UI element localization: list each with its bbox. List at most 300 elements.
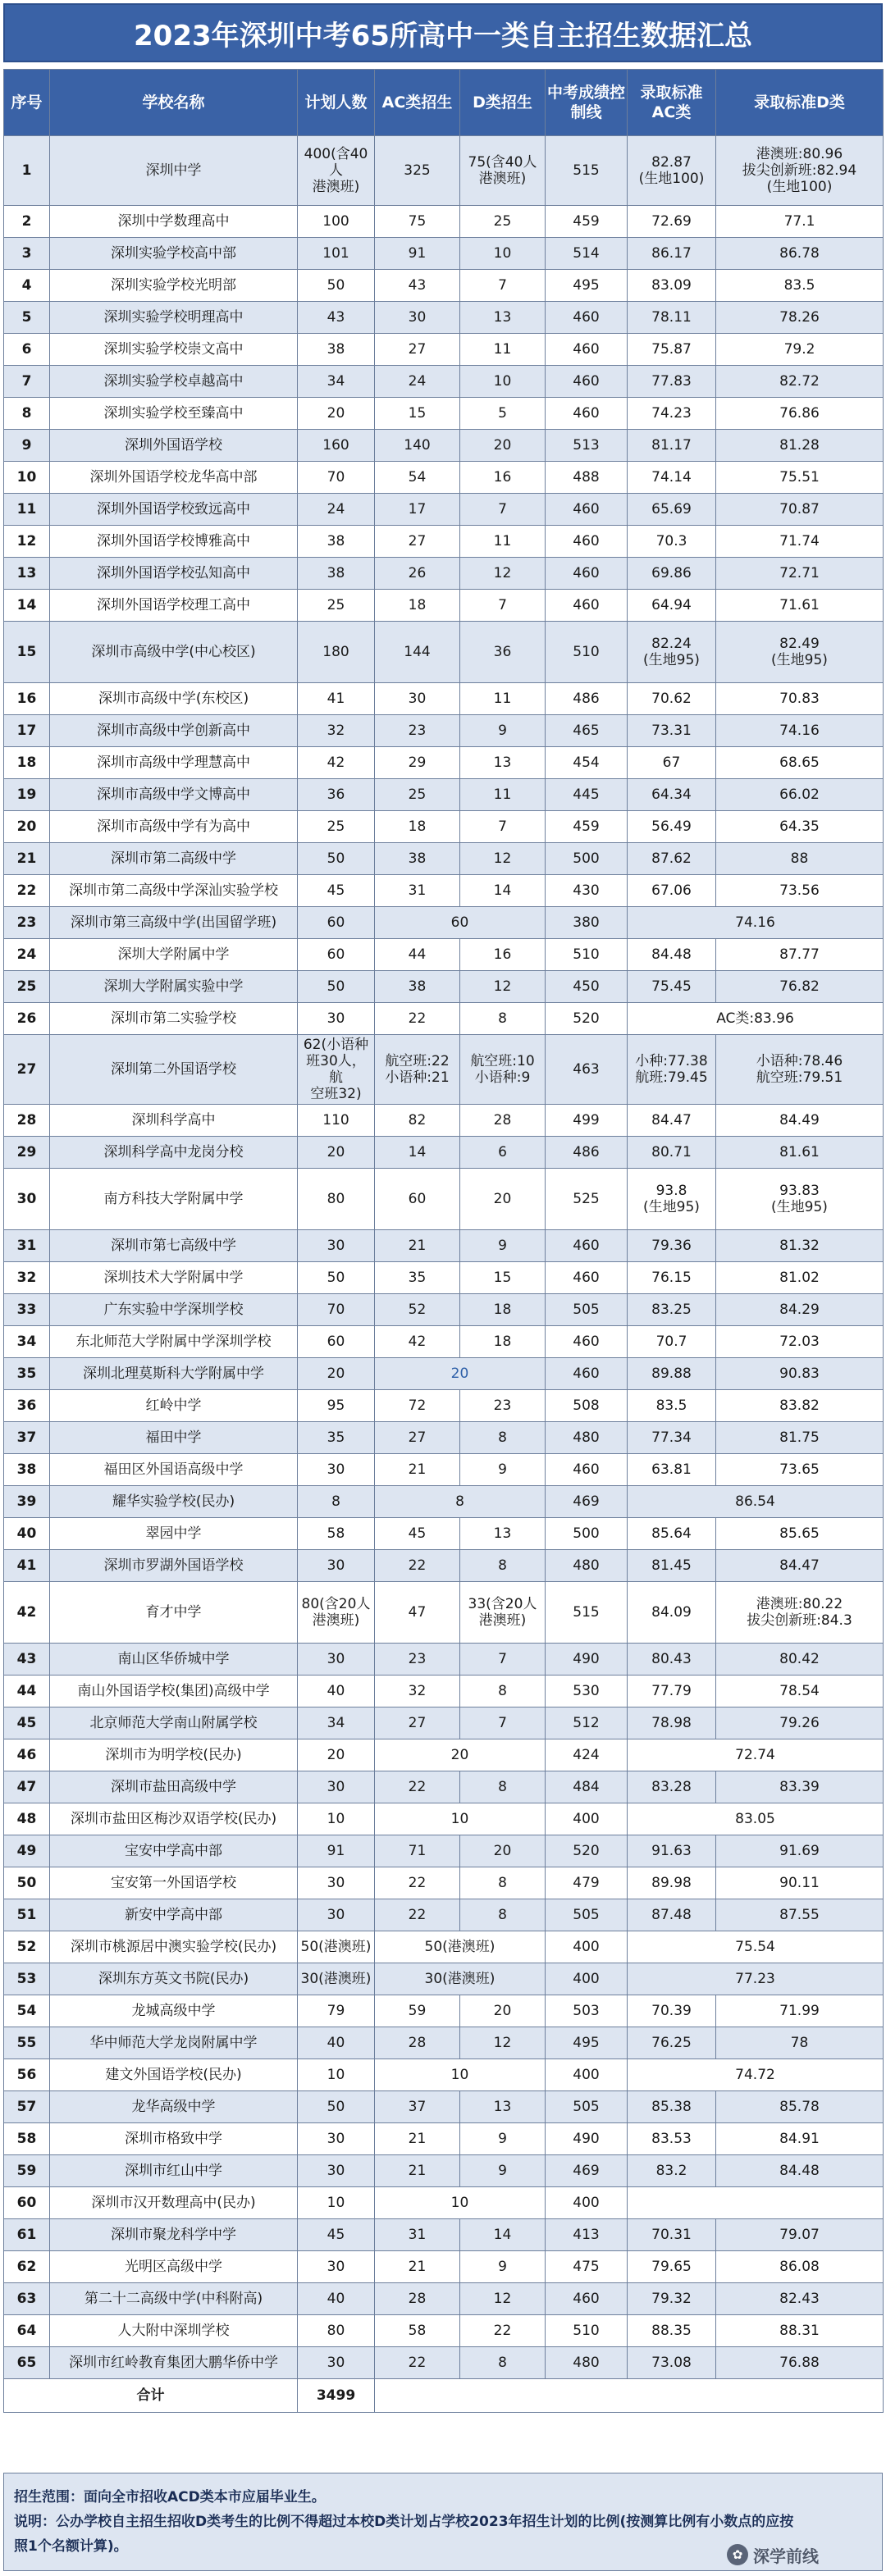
cell-plan-line: 80(含20人: [301, 1596, 371, 1612]
cell-d-quota: 9: [460, 715, 546, 747]
cell-plan: 60: [298, 939, 375, 971]
cell-ac-quota: 22: [375, 1771, 460, 1803]
cell-d-quota: 7: [460, 270, 546, 302]
cell-standard-d: 82.72: [716, 366, 884, 398]
cell-plan: 34: [298, 1707, 375, 1739]
cell-seq: 13: [4, 558, 50, 590]
cell-ac-quota: 23: [375, 715, 460, 747]
table-row: [4, 494, 884, 526]
cell-standard-d: 81.61: [716, 1137, 884, 1169]
cell-school-name: 华中师范大学龙岗附属中学: [50, 2027, 298, 2059]
cell-ac-quota: 31: [375, 875, 460, 907]
cell-plan: 60: [298, 907, 375, 939]
cell-standard-ac-line: 航班:79.45: [635, 1069, 708, 1086]
cell-school-name: 第二十二高级中学(中科附高): [50, 2283, 298, 2315]
cell-school-name: 深圳市高级中学(中心校区): [50, 622, 298, 683]
cell-control-line: 503: [546, 1995, 628, 2027]
cell-standard-d: 71.61: [716, 590, 884, 622]
cell-ac-quota: 38: [375, 843, 460, 875]
cell-d-quota: 10: [460, 366, 546, 398]
cell-school-name: 深圳外国语学校弘知高中: [50, 558, 298, 590]
cell-standard-ac: 83.28: [628, 1771, 716, 1803]
cell-plan: 30: [298, 1550, 375, 1582]
cell-d-quota: 20: [460, 1835, 546, 1867]
cell-ac-d-merged: 10: [375, 1803, 546, 1835]
table-row: [4, 1963, 884, 1995]
cell-standard-ac: 74.14: [628, 462, 716, 494]
cell-seq: 38: [4, 1454, 50, 1486]
note-explanation-cont: 照1个名额计算)。: [14, 2538, 128, 2555]
cell-standard-ac: 67.06: [628, 875, 716, 907]
cell-standard-ac: 83.5: [628, 1390, 716, 1422]
cell-seq: 5: [4, 302, 50, 334]
cell-ac-quota: [375, 1035, 460, 1105]
cell-seq: 23: [4, 907, 50, 939]
cell-seq: 32: [4, 1262, 50, 1294]
header-plan: 计划人数: [298, 70, 375, 136]
cell-seq: 18: [4, 747, 50, 779]
cell-plan: 40: [298, 2283, 375, 2315]
cell-d-quota: [460, 1582, 546, 1644]
cell-control-line: 400: [546, 2187, 628, 2219]
cell-control-line: 508: [546, 1390, 628, 1422]
cell-school-name: 深圳外国语学校博雅高中: [50, 526, 298, 558]
cell-d-quota: 7: [460, 1644, 546, 1676]
cell-school-name: 深圳科学高中龙岗分校: [50, 1137, 298, 1169]
cell-d-quota: 12: [460, 2027, 546, 2059]
table-row: [4, 811, 884, 843]
cell-plan: 50(港澳班): [298, 1931, 375, 1963]
cell-school-name: 深圳中学: [50, 136, 298, 206]
cell-control-line: 400: [546, 1963, 628, 1995]
cell-d-quota: 5: [460, 398, 546, 430]
cell-seq: 40: [4, 1518, 50, 1550]
cell-school-name: 深圳市桃源居中澳实验学校(民办): [50, 1931, 298, 1963]
cell-ac-d-merged: 60: [375, 907, 546, 939]
cell-standard-ac: 83.2: [628, 2155, 716, 2187]
cell-standard-d: 78.26: [716, 302, 884, 334]
cell-d-quota: 8: [460, 1867, 546, 1899]
cell-plan: 30: [298, 1867, 375, 1899]
cell-plan: 101: [298, 238, 375, 270]
cell-plan: 70: [298, 462, 375, 494]
cell-plan: 30: [298, 2155, 375, 2187]
cell-d-quota: 12: [460, 843, 546, 875]
cell-school-name: 深圳实验学校高中部: [50, 238, 298, 270]
cell-control-line: 510: [546, 939, 628, 971]
cell-control-line: 515: [546, 1582, 628, 1644]
cell-d-quota: 20: [460, 1169, 546, 1230]
cell-seq: 15: [4, 622, 50, 683]
cell-plan: 91: [298, 1835, 375, 1867]
cell-standard-ac: 69.86: [628, 558, 716, 590]
cell-ac-quota: 72: [375, 1390, 460, 1422]
cell-ac-quota: 22: [375, 2347, 460, 2379]
cell-control-line: 460: [546, 494, 628, 526]
cell-plan-line: 港澳班): [312, 179, 360, 195]
cell-standard-d-line: 港澳班:80.22: [756, 1596, 843, 1612]
cell-standard-d: 80.42: [716, 1644, 884, 1676]
cell-standard-d: 71.74: [716, 526, 884, 558]
cell-seq: 20: [4, 811, 50, 843]
cell-plan: 25: [298, 811, 375, 843]
cell-school-name: 深圳实验学校卓越高中: [50, 366, 298, 398]
cell-d-quota: 10: [460, 238, 546, 270]
cell-seq: 54: [4, 1995, 50, 2027]
cell-standard-ac: 67: [628, 747, 716, 779]
cell-d-quota: 15: [460, 1262, 546, 1294]
cell-ac-quota: 75: [375, 206, 460, 238]
table-row: [4, 907, 884, 939]
cell-seq: 12: [4, 526, 50, 558]
table-row: [4, 1803, 884, 1835]
table-row: [4, 590, 884, 622]
cell-ac-quota: 42: [375, 1326, 460, 1358]
cell-seq: 3: [4, 238, 50, 270]
cell-control-line: 459: [546, 811, 628, 843]
table-row: [4, 270, 884, 302]
cell-plan: 34: [298, 366, 375, 398]
table-row: [4, 2219, 884, 2251]
cell-seq: 44: [4, 1676, 50, 1707]
cell-d-quota: 11: [460, 779, 546, 811]
cell-standard-ac: 72.69: [628, 206, 716, 238]
cell-school-name: 龙城高级中学: [50, 1995, 298, 2027]
cell-ac-quota: 24: [375, 366, 460, 398]
cell-d-quota: 25: [460, 206, 546, 238]
cell-ac-quota: 38: [375, 971, 460, 1003]
cell-control-line: 505: [546, 1899, 628, 1931]
table-row: [4, 558, 884, 590]
cell-d-quota: 13: [460, 302, 546, 334]
cell-standard-ac: [628, 136, 716, 206]
table-row: [4, 747, 884, 779]
table-row: [4, 334, 884, 366]
cell-d-quota: 14: [460, 875, 546, 907]
cell-ac-quota: 60: [375, 1169, 460, 1230]
cell-standard-d-line: 港澳班:80.96: [756, 146, 843, 162]
cell-d-quota: 8: [460, 1003, 546, 1035]
cell-d-quota: [460, 1035, 546, 1105]
cell-standard-d: 70.83: [716, 683, 884, 715]
cell-school-name: 深圳大学附属中学: [50, 939, 298, 971]
cell-school-name: 深圳市第七高级中学: [50, 1230, 298, 1262]
header-school-name: 学校名称: [50, 70, 298, 136]
cell-ac-quota: 22: [375, 1550, 460, 1582]
table-row: [4, 971, 884, 1003]
cell-plan: 50: [298, 2091, 375, 2123]
cell-seq: 25: [4, 971, 50, 1003]
cell-ac-quota: 43: [375, 270, 460, 302]
cell-school-name: 福田中学: [50, 1422, 298, 1454]
header-standard-ac: 录取标准AC类: [628, 70, 716, 136]
cell-ac-quota: 35: [375, 1262, 460, 1294]
cell-standard-ac: 79.65: [628, 2251, 716, 2283]
cell-standard-d: 78: [716, 2027, 884, 2059]
cell-d-quota: 9: [460, 2251, 546, 2283]
cell-seq: 63: [4, 2283, 50, 2315]
cell-standard-d: 73.56: [716, 875, 884, 907]
cell-plan: 30: [298, 2347, 375, 2379]
cell-standard-d: 70.87: [716, 494, 884, 526]
cell-ac-d-merged: 50(港澳班): [375, 1931, 546, 1963]
cell-school-name: 南方科技大学附属中学: [50, 1169, 298, 1230]
cell-standard-d: 86.08: [716, 2251, 884, 2283]
cell-ac-quota: 14: [375, 1137, 460, 1169]
cell-school-name: 深圳第二外国语学校: [50, 1035, 298, 1105]
cell-d-quota: 18: [460, 1326, 546, 1358]
table-row: [4, 430, 884, 462]
cell-ac-quota: 82: [375, 1105, 460, 1137]
table-row: [4, 398, 884, 430]
cell-standard-d: 84.91: [716, 2123, 884, 2155]
cell-ac-quota: 27: [375, 1422, 460, 1454]
cell-control-line: 486: [546, 1137, 628, 1169]
cell-standard-ac: 83.09: [628, 270, 716, 302]
table-row: [4, 526, 884, 558]
cell-seq: 50: [4, 1867, 50, 1899]
cell-plan: 38: [298, 526, 375, 558]
table-row: [4, 1003, 884, 1035]
cell-school-name: 建文外国语学校(民办): [50, 2059, 298, 2091]
cell-ac-quota: 28: [375, 2027, 460, 2059]
cell-standard-ac: 76.15: [628, 1262, 716, 1294]
table-row: [4, 1550, 884, 1582]
cell-plan: 10: [298, 2059, 375, 2091]
cell-plan: 36: [298, 779, 375, 811]
cell-plan: 24: [298, 494, 375, 526]
cell-school-name: 深圳实验学校明理高中: [50, 302, 298, 334]
cell-plan: 100: [298, 206, 375, 238]
table-row: [4, 1422, 884, 1454]
cell-standard-d: 75.51: [716, 462, 884, 494]
cell-school-name: 深圳市第二高级中学: [50, 843, 298, 875]
cell-seq: 57: [4, 2091, 50, 2123]
cell-seq: 64: [4, 2315, 50, 2347]
cell-plan: 38: [298, 334, 375, 366]
cell-standard-d: 72.03: [716, 1326, 884, 1358]
cell-standard-d: 85.65: [716, 1518, 884, 1550]
cell-control-line: 460: [546, 1326, 628, 1358]
cell-plan: 58: [298, 1518, 375, 1550]
cell-standard-ac: 75.45: [628, 971, 716, 1003]
cell-plan: 50: [298, 971, 375, 1003]
cell-school-name: 深圳市高级中学文博高中: [50, 779, 298, 811]
cell-standard-d: 84.29: [716, 1294, 884, 1326]
table-row: [4, 2123, 884, 2155]
cell-standard-ac-line: (生地95): [643, 652, 700, 668]
cell-seq: 42: [4, 1582, 50, 1644]
cell-control-line: 484: [546, 1771, 628, 1803]
cell-d-quota: 13: [460, 2091, 546, 2123]
cell-control-line: 400: [546, 2059, 628, 2091]
cell-standard-ac: 64.34: [628, 779, 716, 811]
cell-control-line: 499: [546, 1105, 628, 1137]
cell-control-line: 413: [546, 2219, 628, 2251]
cell-standard-d: 71.99: [716, 1995, 884, 2027]
cell-ac-quota: 21: [375, 2251, 460, 2283]
total-row: [4, 2379, 884, 2413]
watermark: [727, 2542, 819, 2567]
admissions-table: [3, 69, 884, 2413]
table-row: [4, 2315, 884, 2347]
cell-ac-quota: 27: [375, 526, 460, 558]
cell-standard-ac: [628, 1035, 716, 1105]
cell-plan: [298, 1582, 375, 1644]
cell-seq: 35: [4, 1358, 50, 1390]
cell-control-line: 454: [546, 747, 628, 779]
cell-standard-ac: 83.25: [628, 1294, 716, 1326]
cell-control-line: 520: [546, 1003, 628, 1035]
cell-control-line: 513: [546, 430, 628, 462]
cell-control-line: 424: [546, 1739, 628, 1771]
cell-seq: 11: [4, 494, 50, 526]
cell-standard-d: 73.65: [716, 1454, 884, 1486]
cell-ac-quota: 23: [375, 1644, 460, 1676]
cell-seq: 14: [4, 590, 50, 622]
table-row: [4, 843, 884, 875]
cell-d-quota: 7: [460, 1707, 546, 1739]
cell-ac-quota: 91: [375, 238, 460, 270]
cell-plan-line: 空班32): [310, 1086, 362, 1102]
cell-seq: 10: [4, 462, 50, 494]
cell-ac-quota: 30: [375, 683, 460, 715]
cell-standard-ac: 73.08: [628, 2347, 716, 2379]
cell-d-quota: 16: [460, 462, 546, 494]
cell-plan: 50: [298, 1262, 375, 1294]
cell-standard-ac: 84.47: [628, 1105, 716, 1137]
cell-ac-d-merged: 20: [375, 1358, 546, 1390]
cell-control-line: 488: [546, 462, 628, 494]
cell-control-line: 475: [546, 2251, 628, 2283]
cell-d-quota-line: 航空班:10: [470, 1053, 535, 1069]
cell-seq: 27: [4, 1035, 50, 1105]
cell-control-line: 520: [546, 1835, 628, 1867]
cell-control-line: 469: [546, 2155, 628, 2187]
table-row: [4, 206, 884, 238]
cell-d-quota: 12: [460, 2283, 546, 2315]
cell-control-line: 515: [546, 136, 628, 206]
total-empty: [375, 2379, 884, 2413]
cell-standard-d: 86.78: [716, 238, 884, 270]
cell-standard-ac: 77.83: [628, 366, 716, 398]
cell-standard-merged: AC类:83.96: [628, 1003, 884, 1035]
cell-standard-d: 90.83: [716, 1358, 884, 1390]
cell-d-quota: 13: [460, 747, 546, 779]
cell-ac-quota: 21: [375, 1230, 460, 1262]
cell-school-name: 深圳市为明学校(民办): [50, 1739, 298, 1771]
cell-plan: 180: [298, 622, 375, 683]
cell-standard-merged: 74.72: [628, 2059, 884, 2091]
cell-school-name: 广东实验中学深圳学校: [50, 1294, 298, 1326]
cell-d-quota: 7: [460, 811, 546, 843]
cell-ac-quota-line: 小语种:21: [385, 1069, 450, 1086]
cell-standard-ac: 84.48: [628, 939, 716, 971]
cell-d-quota: 8: [460, 1899, 546, 1931]
cell-standard-d: 88.31: [716, 2315, 884, 2347]
cell-standard-d: 83.82: [716, 1390, 884, 1422]
cell-plan: 30: [298, 1454, 375, 1486]
cell-standard-d: [716, 622, 884, 683]
cell-school-name: 龙华高级中学: [50, 2091, 298, 2123]
cell-seq: 34: [4, 1326, 50, 1358]
cell-d-quota: 13: [460, 1518, 546, 1550]
cell-standard-d: 79.2: [716, 334, 884, 366]
cell-plan: [298, 1035, 375, 1105]
cell-control-line: 430: [546, 875, 628, 907]
cell-standard-d: 77.1: [716, 206, 884, 238]
cell-standard-ac-line: 93.8: [655, 1183, 687, 1199]
cell-control-line: 495: [546, 270, 628, 302]
cell-standard-ac: 86.17: [628, 238, 716, 270]
table-row: [4, 1294, 884, 1326]
cell-school-name: 深圳市聚龙科学中学: [50, 2219, 298, 2251]
cell-d-quota: 6: [460, 1137, 546, 1169]
cell-school-name: 深圳中学数理高中: [50, 206, 298, 238]
cell-plan: 42: [298, 747, 375, 779]
cell-ac-quota: 21: [375, 1454, 460, 1486]
cell-control-line: 490: [546, 2123, 628, 2155]
cell-plan: 50: [298, 843, 375, 875]
header-d-quota: D类招生: [460, 70, 546, 136]
table-row: [4, 1676, 884, 1707]
cell-seq: 8: [4, 398, 50, 430]
cell-ac-quota: 325: [375, 136, 460, 206]
cell-standard-d: [716, 1169, 884, 1230]
cell-school-name: 深圳市盐田区梅沙双语学校(民办): [50, 1803, 298, 1835]
cell-standard-d: 81.32: [716, 1230, 884, 1262]
cell-seq: 48: [4, 1803, 50, 1835]
cell-d-quota: 11: [460, 526, 546, 558]
cell-seq: 53: [4, 1963, 50, 1995]
cell-seq: 37: [4, 1422, 50, 1454]
cell-seq: 24: [4, 939, 50, 971]
cell-plan: 30: [298, 1003, 375, 1035]
cell-school-name: 光明区高级中学: [50, 2251, 298, 2283]
note-scope: 招生范围：面向全市招收ACD类本市应届毕业生。: [14, 2489, 326, 2505]
cell-ac-quota-line: 航空班:22: [385, 1053, 450, 1069]
cell-standard-ac: 74.23: [628, 398, 716, 430]
cell-standard-ac: 70.3: [628, 526, 716, 558]
cell-seq: 59: [4, 2155, 50, 2187]
cell-control-line: 510: [546, 2315, 628, 2347]
cell-standard-d: 64.35: [716, 811, 884, 843]
cell-standard-ac: 78.11: [628, 302, 716, 334]
cell-school-name: 南山区华侨城中学: [50, 1644, 298, 1676]
cell-d-quota: 16: [460, 939, 546, 971]
cell-standard-d: 83.5: [716, 270, 884, 302]
cell-d-quota-line: 33(含20人: [468, 1596, 537, 1612]
cell-ac-quota: 21: [375, 2123, 460, 2155]
cell-plan: 30: [298, 1771, 375, 1803]
cell-standard-d-line: 拔尖创新班:84.3: [747, 1612, 852, 1629]
cell-standard-d: 84.48: [716, 2155, 884, 2187]
cell-school-name: 深圳科学高中: [50, 1105, 298, 1137]
cell-control-line: 460: [546, 1358, 628, 1390]
cell-plan: 80: [298, 2315, 375, 2347]
cell-control-line: 460: [546, 526, 628, 558]
cell-standard-d: 90.11: [716, 1867, 884, 1899]
table-row: [4, 2251, 884, 2283]
cell-school-name: 东北师范大学附属中学深圳学校: [50, 1326, 298, 1358]
cell-school-name: 深圳技术大学附属中学: [50, 1262, 298, 1294]
cell-standard-d: 84.47: [716, 1550, 884, 1582]
table-row: [4, 1931, 884, 1963]
cell-ac-quota: 28: [375, 2283, 460, 2315]
cell-control-line: 460: [546, 2283, 628, 2315]
cell-standard-d-line: 航空班:79.51: [756, 1069, 843, 1086]
cell-school-name: 深圳市高级中学创新高中: [50, 715, 298, 747]
